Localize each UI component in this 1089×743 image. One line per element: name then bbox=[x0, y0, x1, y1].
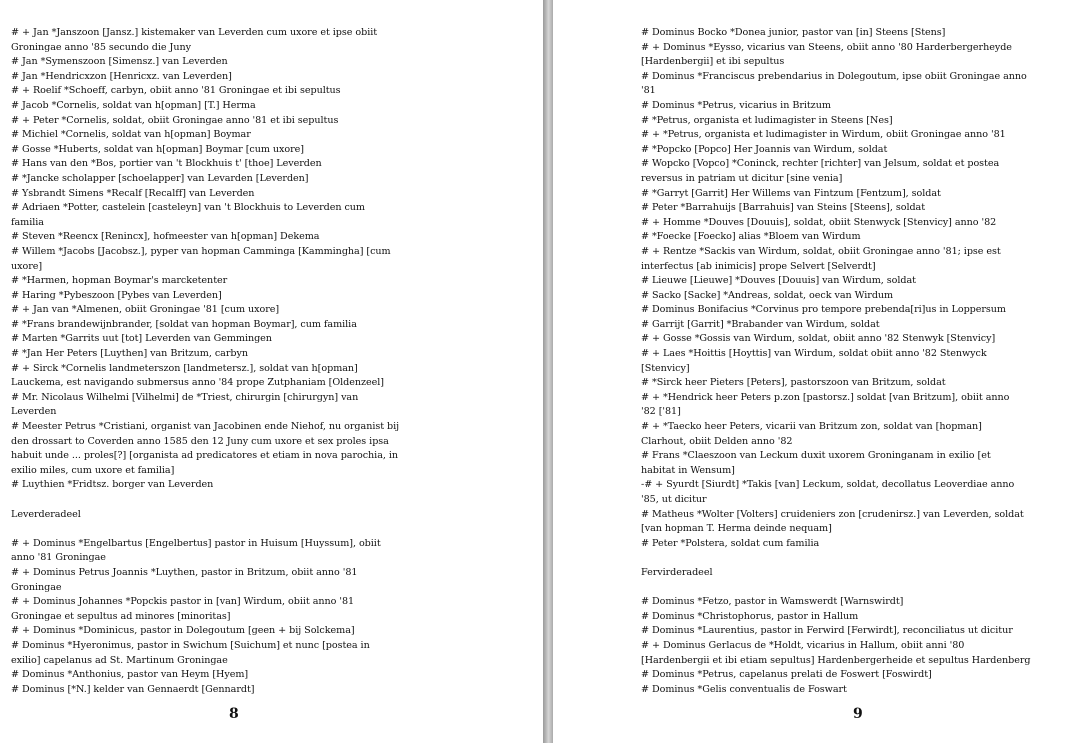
text-line: # *Sirck heer Pieters [Peters], pastorszoon van Britzum, soldat bbox=[641, 377, 946, 389]
text-line: # + *Petrus, organista et ludimagister in Wirdum, obiit Groningae anno '81 bbox=[641, 129, 1006, 141]
text-line: # + Dominus *Dominicus, pastor in Dolegoutum [geen + bij Solckema] bbox=[11, 625, 355, 637]
text-line: '81 bbox=[641, 85, 656, 97]
text-line: '85, ut dicitur bbox=[641, 494, 707, 505]
text-line: # + Gosse *Gossis van Wirdum, soldat, obiit anno '82 Stenwyk [Stenvicy] bbox=[641, 333, 996, 345]
blank-line bbox=[11, 522, 451, 537]
text-line: [Hardenbergii] et ibi sepultus bbox=[641, 56, 785, 68]
text-line: # Haring *Pybeszoon [Pybes van Leverden] bbox=[11, 289, 222, 301]
text-line: # Dominus *Laurentius, pastor in Ferwird [Ferwirdt], reconciliatus ut dicitur bbox=[641, 625, 1013, 637]
blank-line bbox=[641, 551, 1081, 566]
text-line: # Dominus *Petrus, capelanus prelati de Foswert [Foswirdt] bbox=[641, 669, 932, 681]
text-line: interfectus [ab inimicis] prope Selvert [Selverdt] bbox=[641, 260, 876, 272]
text-line: [Stenvicy] bbox=[641, 362, 690, 374]
text-line: # Adriaen *Potter, castelein [casteleyn] van 't Blockhuis to Leverden cum bbox=[11, 202, 365, 214]
text-line: # Dominus *Anthonius, pastor van Heym [Hyem] bbox=[11, 669, 249, 681]
text-line: # Dominus *Christophorus, pastor in Hallum bbox=[641, 610, 859, 622]
text-line: uxore] bbox=[11, 260, 43, 272]
text-line: # + Dominus Gerlacus de *Holdt, vicarius in Hallum, obiit anni '80 bbox=[641, 639, 965, 651]
text-line: # *Popcko [Popco] Her Joannis van Wirdum, soldat bbox=[641, 143, 888, 155]
text-line: # + Dominus Johannes *Popckis pastor in [van] Wirdum, obiit anno '81 bbox=[11, 596, 355, 608]
text-line: # Sacko [Sacke] *Andreas, soldat, oeck van Wirdum bbox=[641, 289, 894, 301]
text-line: # + *Hendrick heer Peters p.zon [pastorsz.] soldat [van Britzum], obiit anno bbox=[641, 391, 1010, 403]
text-line: Groningae anno '85 secundo die Juny bbox=[11, 41, 191, 53]
left-page-text bbox=[11, 26, 451, 697]
text-line: anno '81 Groningae bbox=[11, 552, 106, 564]
text-line: # Garrijt [Garrit] *Brabander van Wirdum, soldat bbox=[641, 318, 880, 330]
text-line: exilio miles, cum uxore et familia] bbox=[11, 464, 175, 476]
text-line: # Marten *Garrits uut [tot] Leverden van Gemmingen bbox=[11, 333, 272, 345]
text-line: [van hopman T. Herma deinde nequam] bbox=[641, 523, 832, 535]
text-line: [Hardenbergii et ibi etiam sepultus] Hardenbergerheide et sepultus Hardenberg bbox=[641, 654, 1031, 666]
text-line: # + Peter *Cornelis, soldat, obiit Groningae anno '81 et ibi sepultus bbox=[11, 114, 339, 126]
page-number: 9 bbox=[853, 706, 863, 722]
text-line: # + Dominus Petrus Joannis *Luythen, pastor in Britzum, obiit anno '81 bbox=[11, 566, 358, 578]
page-number: 8 bbox=[229, 706, 239, 722]
text-line: # + Dominus *Engelbartus [Engelbertus] pastor in Huisum [Huyssum], obiit bbox=[11, 537, 381, 549]
text-line: # Peter *Barrahuijs [Barrahuis] van Steins [Steens], soldat bbox=[641, 202, 926, 214]
text-line: # Dominus *Hyeronimus, pastor in Swichum [Suichum] et nunc [postea in bbox=[11, 639, 370, 651]
text-line: Groningae et sepultus ad minores [minoritas] bbox=[11, 610, 231, 622]
text-line: # Dominus *Gelis conventualis de Foswart bbox=[641, 683, 847, 695]
text-line: # Dominus *Franciscus prebendarius in Dolegoutum, ipse obiit Groningae anno bbox=[641, 70, 1027, 82]
text-line: '82 ['81] bbox=[641, 406, 681, 418]
blank-line bbox=[641, 581, 1081, 596]
text-line: # Lieuwe [Lieuwe] *Douves [Douuis] van Wirdum, soldat bbox=[641, 275, 916, 287]
text-line: # Dominus *Petrus, vicarius in Britzum bbox=[641, 99, 831, 111]
text-line: # *Garryt [Garrit] Her Willems van Fintzum [Fentzum], soldat bbox=[641, 187, 941, 199]
left-page bbox=[0, 0, 543, 743]
text-line: # Jacob *Cornelis, soldat van h[opman] [T.] Herma bbox=[11, 99, 256, 111]
text-line: # + Homme *Douves [Douuis], soldat, obiit Stenwyck [Stenvicy] anno '82 bbox=[641, 216, 997, 228]
text-line: # + Laes *Hoittis [Hoyttis] van Wirdum, soldat obiit anno '82 Stenwyck bbox=[641, 348, 987, 360]
text-line: # Willem *Jacobs [Jacobsz.], pyper van hopman Camminga [Kammingha] [cum bbox=[11, 245, 391, 257]
text-line: habitat in Wensum] bbox=[641, 464, 735, 476]
text-line: # Michiel *Cornelis, soldat van h[opman] Boymar bbox=[11, 129, 251, 141]
blank-line bbox=[11, 493, 451, 508]
section-heading: Leverderadeel bbox=[11, 508, 81, 520]
text-line: # Jan *Symenszoon [Simensz.] van Leverden bbox=[11, 56, 228, 68]
page-divider bbox=[543, 0, 553, 743]
text-line: Lauckema, est navigando submersus anno '84 prope Zutphaniam [Oldenzeel] bbox=[11, 377, 384, 389]
text-line: # + Rentze *Sackis van Wirdum, soldat, obiit Groningae anno '81; ipse est bbox=[641, 245, 1001, 257]
text-line: # Hans van den *Bos, portier van 't Blockhuis t' [thoe] Leverden bbox=[11, 158, 322, 170]
text-line: habuit unde ... proles[?] [organista ad predicatores et etiam in nova parochia, in bbox=[11, 450, 399, 462]
text-line: # Matheus *Wolter [Volters] cruideniers zon [crudenirsz.] van Leverden, soldat bbox=[641, 508, 1024, 520]
text-line: # Jan *Hendricxzon [Henricxz. van Leverden] bbox=[11, 70, 232, 82]
text-line: # Frans *Claeszoon van Leckum duxit uxorem Groninganam in exilio [et bbox=[641, 450, 991, 462]
section-heading: Fervirderadeel bbox=[641, 566, 713, 578]
text-line: # *Frans brandewijnbrander, [soldat van hopman Boymar], cum familia bbox=[11, 318, 357, 330]
text-line: # Wopcko [Vopco] *Coninck, rechter [richter] van Jelsum, soldat et postea bbox=[641, 158, 1000, 170]
text-line: # Gosse *Huberts, soldat van h[opman] Boymar [cum uxore] bbox=[11, 143, 304, 155]
text-line: den drossart to Coverden anno 1585 den 12 Juny cum uxore et sex proles ipsa bbox=[11, 435, 389, 447]
text-line: # Steven *Reencx [Renincx], hofmeester van h[opman] Dekema bbox=[11, 231, 320, 243]
text-line: # Dominus Bocko *Donea junior, pastor van [in] Steens [Stens] bbox=[641, 27, 946, 38]
text-line: Clarhout, obiit Delden anno '82 bbox=[641, 435, 793, 447]
text-line: # + Roelif *Schoeff, carbyn, obiit anno '81 Groningae et ibi sepultus bbox=[11, 85, 341, 97]
text-line: # Dominus *Fetzo, pastor in Wamswerdt [Warnswirdt] bbox=[641, 596, 904, 608]
text-line: reversus in patriam ut dicitur [sine venia] bbox=[641, 172, 843, 184]
text-line: -# + Syurdt [Siurdt] *Takis [van] Leckum, soldat, decollatus Leoverdiae anno bbox=[641, 479, 1015, 491]
text-line: Leverden bbox=[11, 406, 57, 418]
text-line: familia bbox=[11, 216, 44, 228]
text-line: # *Petrus, organista et ludimagister in Steens [Nes] bbox=[641, 114, 893, 126]
text-line: Groningae bbox=[11, 581, 62, 593]
text-line: # *Jan Her Peters [Luythen] van Britzum, carbyn bbox=[11, 348, 248, 360]
right-page bbox=[553, 0, 1089, 743]
text-line: # + Sirck *Cornelis landmeterszon [landmetersz.], soldat van h[opman] bbox=[11, 362, 358, 374]
text-line: # *Foecke [Foecko] alias *Bloem van Wirdum bbox=[641, 231, 861, 243]
text-line: # Luythien *Fridtsz. borger van Leverden bbox=[11, 479, 214, 491]
text-line: # Dominus [*N.] kelder van Gennaerdt [Gennardt] bbox=[11, 683, 255, 695]
text-line: # Dominus Bonifacius *Corvinus pro tempore prebenda[ri]us in Loppersum bbox=[641, 304, 1006, 316]
text-line: # Peter *Polstera, soldat cum familia bbox=[641, 537, 820, 549]
text-line: # Mr. Nicolaus Wilhelmi [Vilhelmi] de *Triest, chirurgin [chirurgyn] van bbox=[11, 391, 359, 403]
right-page-text bbox=[641, 26, 1081, 697]
text-line: # *Harmen, hopman Boymar's marcketenter bbox=[11, 275, 228, 287]
text-line: exilio] capelanus ad St. Martinum Groningae bbox=[11, 654, 228, 666]
text-line: # + Dominus *Eysso, vicarius van Steens, obiit anno '80 Harderbergerheyde bbox=[641, 41, 1012, 53]
text-line: # + Jan van *Almenen, obiit Groningae '81 [cum uxore] bbox=[11, 304, 280, 316]
text-line: # + Jan *Janszoon [Jansz.] kistemaker van Leverden cum uxore et ipse obiit bbox=[11, 27, 378, 38]
text-line: # Ysbrandt Simens *Recalf [Recalff] van Leverden bbox=[11, 187, 255, 199]
text-line: # Meester Petrus *Cristiani, organist van Jacobinen ende Niehof, nu organist bij bbox=[11, 421, 400, 433]
text-line: # + *Taecko heer Peters, vicarii van Britzum zon, soldat van [hopman] bbox=[641, 421, 982, 433]
text-line: # *Jancke scholapper [schoelapper] van Levarden [Leverden] bbox=[11, 172, 309, 184]
